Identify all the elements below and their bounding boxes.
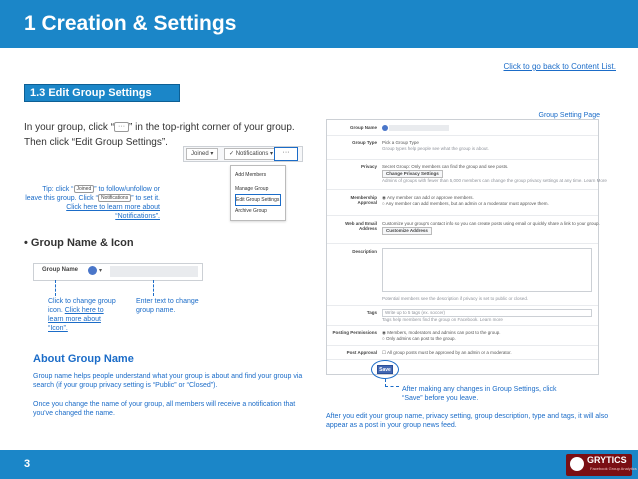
membership-option-2-label: Any member can add members, but an admin or a moderator must approve them. — [385, 201, 549, 206]
settings-label-post-approval: Post Approval — [346, 350, 377, 355]
tip-note — [24, 185, 160, 221]
logo-icon — [570, 457, 584, 471]
joined-button[interactable]: Joined ▾ — [186, 148, 218, 160]
settings-row-post-approval — [327, 346, 598, 360]
notifications-learn-more-link[interactable]: Click here to learn more about “Notifications”. — [66, 204, 160, 220]
logo-subtext: Facebook Group Analytics — [590, 466, 637, 471]
name-callout-line — [153, 280, 154, 296]
settings-group-name-value[interactable] — [382, 125, 592, 131]
posting-option-1[interactable]: ◉ Members, moderators and admins can post to the group. — [382, 330, 501, 335]
after-edit-note: After you edit your group name, privacy setting, group description, type and tags, it will also appear as a post in your group news feed. — [326, 413, 609, 429]
post-approval-label: All group posts must be approved by an admin or a moderator. — [387, 350, 512, 355]
settings-row-tags — [327, 306, 598, 326]
settings-row-posting — [327, 326, 598, 346]
settings-row-group-type — [327, 136, 598, 160]
more-button-chip: ··· — [114, 122, 129, 132]
group-type-hint: Group types help people see what the group is about. — [382, 146, 489, 151]
membership-option-2[interactable]: ○ Any member can add members, but an admin or a moderator must approve them. — [382, 201, 549, 206]
about-paragraph-1: Group name helps people understand what your group is about and find your group via search (if your group privacy setting is “Public” or “Closed”). — [33, 373, 303, 389]
menu-item-manage-group[interactable]: Manage Group — [235, 186, 269, 192]
privacy-hint: Admins of groups with fewer than 5,000 members can change the group privacy settings at any time. Learn More — [382, 178, 607, 183]
settings-label-membership: Membership Approval — [350, 195, 377, 205]
group-icon-picker-icon[interactable] — [88, 266, 97, 275]
logo-text: GRYTICS — [587, 455, 627, 465]
tip-middle: ” to follow/unfollow or leave this group. Click “ — [25, 186, 160, 202]
menu-item-edit-group-settings[interactable]: Edit Group Settings — [235, 194, 281, 206]
group-name-icon-heading: • Group Name & Icon — [24, 237, 134, 249]
change-privacy-button[interactable]: Change Privacy Settings — [382, 170, 443, 178]
icon-callout-line — [55, 280, 56, 296]
footer-bar — [0, 450, 638, 479]
page-number: 3 — [24, 458, 31, 470]
intro-text-1: In your group, click “ — [24, 122, 115, 133]
settings-row-privacy — [327, 160, 607, 190]
more-options-button[interactable]: ··· — [274, 147, 298, 161]
posting-option-2[interactable]: ○ Only admins can post to the group. — [382, 336, 456, 341]
description-hint: Potential members see the description if privacy is set to public or closed. — [382, 296, 529, 301]
settings-label-privacy: Privacy — [360, 164, 377, 169]
settings-row-web-email — [327, 216, 598, 244]
tip-prefix: Tip: click “ — [42, 186, 74, 193]
settings-row-description — [327, 244, 598, 306]
membership-option-1[interactable]: ◉ Any member can add or approve members. — [382, 195, 474, 200]
notifications-button[interactable]: ✓ Notifications ▾ — [224, 148, 278, 160]
settings-label-group-type: Group Type — [352, 140, 377, 145]
intro-text-2: ” in the top-right corner of your group. Then click “Edit Group Settings”. — [24, 122, 295, 148]
settings-page-caption: Group Setting Page — [538, 112, 600, 119]
section-title: 1.3 Edit Group Settings — [24, 84, 180, 102]
tags-input[interactable]: Write up to 5 tags (ex. soccer) — [382, 309, 592, 317]
group-settings-panel — [326, 119, 607, 375]
group-name-label: Group Name — [42, 267, 79, 273]
web-email-text: Customize your group's contact info so you can create posts using email or quickly share a link to your group. — [382, 221, 600, 226]
tip-suffix: ” to set it. — [131, 195, 160, 202]
settings-label-description: Description — [352, 249, 377, 254]
group-options-menu — [230, 165, 286, 221]
settings-row-group-name — [327, 120, 598, 136]
notifications-chip: Notifications — [98, 194, 131, 202]
icon-callout — [48, 297, 118, 333]
posting-option-1-label: Members, moderators and admins can post to the group. — [387, 330, 501, 335]
joined-chip: Joined — [74, 185, 95, 193]
settings-label-web-email: Web and Email Address — [345, 221, 377, 231]
group-name-input[interactable] — [110, 266, 198, 277]
settings-row-membership — [327, 190, 598, 216]
save-highlight-circle — [371, 360, 399, 379]
about-group-name-heading: About Group Name — [33, 353, 134, 365]
tags-hint: Tags help members find the group on Facebook. Learn more — [382, 317, 503, 322]
membership-option-1-label: Any member can add or approve members. — [386, 195, 474, 200]
save-callout-line — [385, 379, 399, 387]
chevron-down-icon[interactable]: ▾ — [99, 268, 103, 274]
privacy-value: Secret Group: Only members can find the group and see posts. — [382, 164, 509, 169]
post-approval-checkbox[interactable]: ☐ All group posts must be approved by an admin or a moderator. — [382, 350, 512, 355]
description-textarea[interactable] — [382, 248, 592, 292]
save-note: After making any changes in Group Settings, click “Save” before you leave. — [402, 386, 557, 402]
settings-label-posting: Posting Permissions — [332, 330, 377, 335]
menu-item-archive-group[interactable]: Archive Group — [235, 208, 267, 214]
page-title: 1 Creation & Settings — [24, 12, 237, 35]
menu-item-add-members[interactable]: Add Members — [235, 172, 267, 178]
name-callout: Enter text to change group name. — [136, 298, 199, 314]
customize-address-button[interactable]: Customize Address — [382, 227, 432, 235]
settings-label-tags: Tags — [366, 310, 377, 315]
settings-label-group-name: Group Name — [349, 125, 377, 130]
pick-group-type-button[interactable]: Pick a Group Type — [382, 140, 419, 145]
icon-learn-more-link[interactable]: Click here to learn more about “Icon”. — [48, 307, 104, 332]
back-to-contents-link[interactable]: Click to go back to Content List. — [503, 62, 616, 71]
about-paragraph-2: Once you change the name of your group, all members will receive a notification that you've changed the name. — [33, 401, 296, 417]
save-button[interactable]: Save — [377, 365, 393, 374]
icon-callout-text: Click to change group icon. — [48, 298, 116, 314]
posting-option-2-label: Only admins can post to the group. — [385, 336, 456, 341]
